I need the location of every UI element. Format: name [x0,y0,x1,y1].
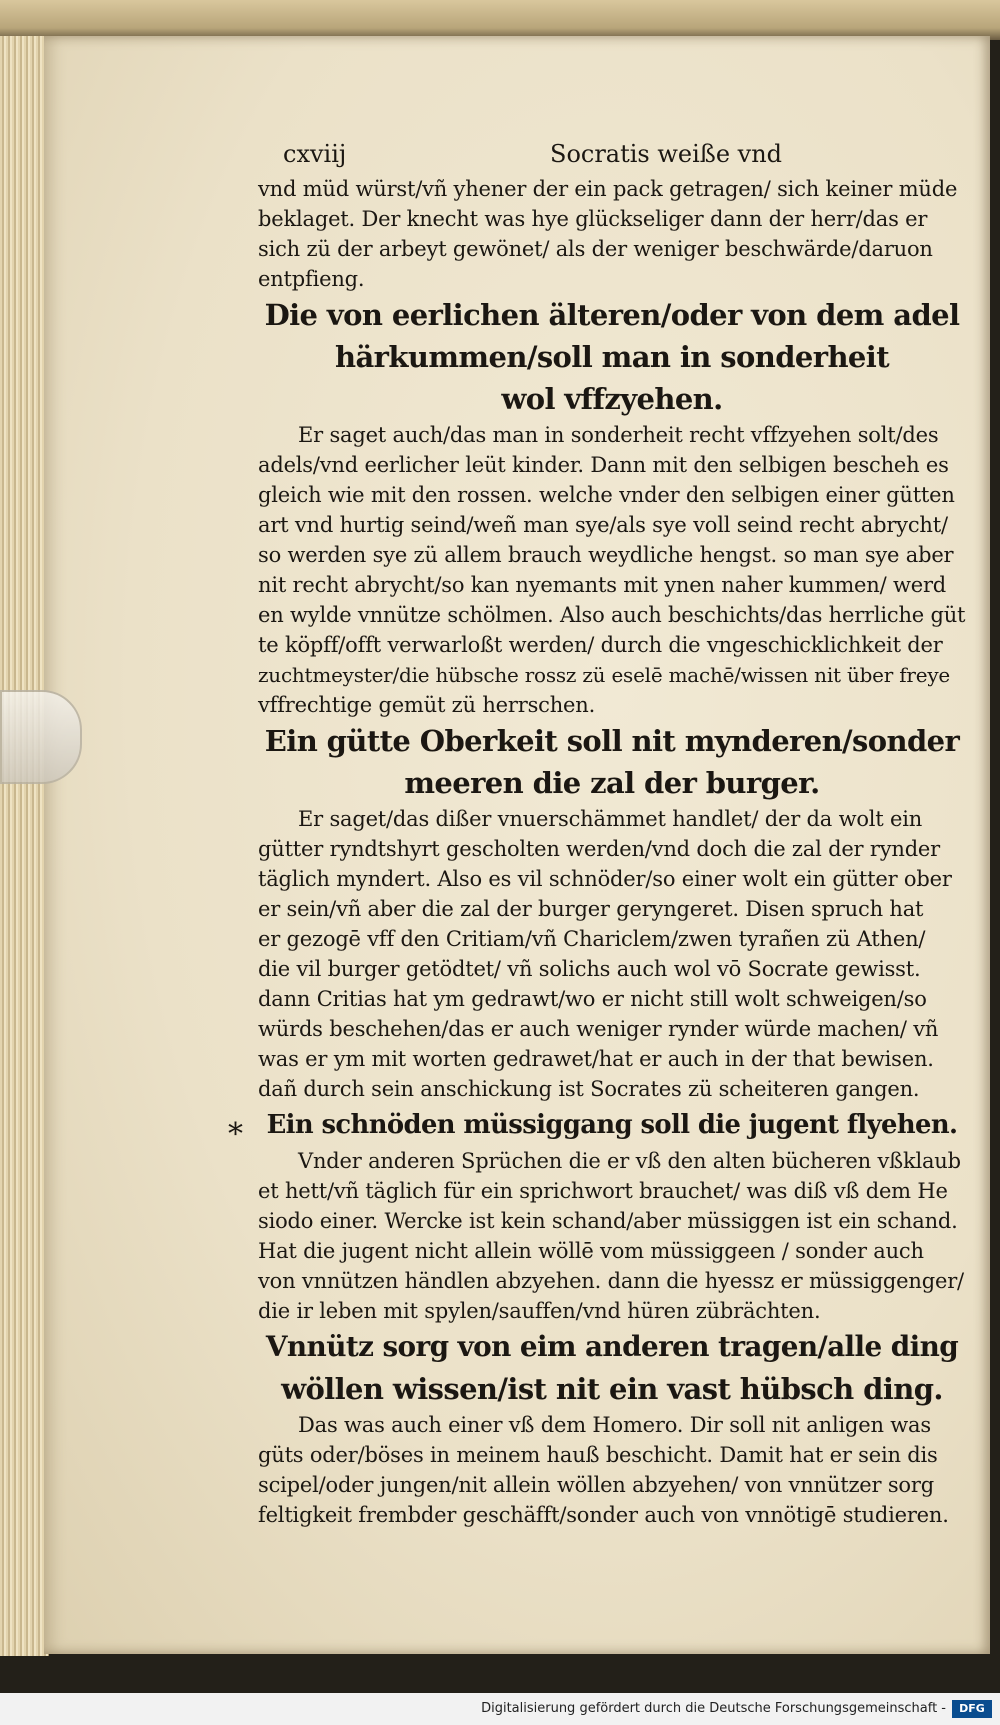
section-heading: wol vffzyehen. [501,382,723,416]
dfg-logo: DFG [952,1700,992,1718]
text-line: gütter ryndtshyrt gescholten werden/vnd doch die zal der rynder [258,837,940,861]
page-stack-edge [0,36,49,1656]
section-heading: Die von eerlichen älteren/oder von dem adel [264,298,960,332]
body-text [258,174,966,1530]
book-top-edge [0,0,1000,40]
digitization-footer [0,1693,1000,1725]
text-line: Hat die jugent nicht allein wöllē vom müssiggeen / sonder auch [258,1239,924,1263]
text-line: Das was auch einer vß dem Homero. Dir soll nit anligen was [298,1413,931,1437]
section-heading: Vnnütz sorg von eim anderen tragen/alle ding [265,1330,959,1363]
running-head [258,140,966,174]
page-text [258,140,966,1530]
text-line: dann Critias hat ym gedrawt/wo er nicht still wolt schweigen/so [258,987,927,1011]
text-line: zuchtmeyster/die hübsche rossz zü eselē machē/wissen nit über freye [258,663,950,687]
text-line: siodo einer. Wercke ist kein schand/aber müssiggen ist ein schand. [258,1209,958,1233]
text-line: vnd müd würst/vñ yhener der ein pack getragen/ sich keiner müde [258,177,958,201]
text-line: Er saget/das dißer vnuerschämmet handlet/ der da wolt ein [298,807,923,831]
section-heading: meeren die zal der burger. [404,766,820,800]
footer-text: Digitalisierung gefördert durch die Deutsche Forschungsgemeinschaft - [481,1701,946,1716]
text-line: er sein/vñ aber die zal der burger geryngeret. Disen spruch hat [258,897,924,921]
text-line: vffrechtige gemüt zü herrschen. [258,693,596,717]
text-line: et hett/vñ täglich für ein sprichwort brauchet/ was diß vß dem He [258,1179,948,1203]
section-heading: wöllen wissen/ist nit ein vast hübsch ding. [281,1372,943,1406]
margin-asterisk: * [228,1117,243,1152]
text-line: von vnnützen händlen abzyehen. dann die hyessz er müssiggenger/ [258,1269,964,1293]
folio-number: cxviij [283,140,347,168]
text-line: güts oder/böses in meinem hauß beschicht. Damit hat er sein dis [258,1443,938,1467]
section-heading: Ein schnöden müssiggang soll die jugent flyehen. [266,1110,958,1140]
text-line: en wylde vnnütze schölmen. Also auch beschichts/das herrliche güt [258,603,966,627]
text-line: die vil burger getödtet/ vñ solichs auch wol vō Socrate gewisst. [258,957,921,981]
text-line: würds beschehen/das er auch weniger rynder würde machen/ vñ [258,1017,939,1041]
text-line: dañ durch sein anschickung ist Socrates zü scheiteren gangen. [258,1077,920,1101]
text-line: feltigkeit frembder geschäfft/sonder auch von vnnötigē studieren. [258,1503,949,1527]
text-line: nit recht abrycht/so kan nyemants mit ynen naher kummen/ werd [258,573,947,597]
text-line: art vnd hurtig seind/weñ man sye/als sye voll seind recht abrycht/ [258,513,948,537]
text-line: Er saget auch/das man in sonderheit recht vffzyehen solt/des [298,423,939,447]
text-line: entpfieng. [258,267,365,291]
text-line: scipel/oder jungen/nit allein wöllen abzyehen/ von vnnützer sorg [258,1473,934,1497]
section-heading: härkummen/soll man in sonderheit [335,340,889,374]
bookmark-tab [0,690,82,784]
text-line: er gezogē vff den Critiam/vñ Chariclem/zwen tyrañen zü Athen/ [258,927,926,951]
text-line: te köpff/offt verwarloßt werden/ durch die vngeschicklichkeit der [258,633,943,657]
text-line: sich zü der arbeyt gewönet/ als der weniger beschwärde/daruon [258,237,933,261]
text-line: gleich wie mit den rossen. welche vnder den selbigen einer gütten [258,483,955,507]
text-line: Vnder anderen Sprüchen die er vß den alten bücheren vßklaub [298,1149,961,1173]
text-line: so werden sye zü allem brauch weydliche hengst. so man sye aber [258,543,954,567]
section-heading: Ein gütte Oberkeit soll nit mynderen/sonder [264,724,960,758]
text-line: was er ym mit worten gedrawet/hat er auch in der that bewisen. [258,1047,934,1071]
text-line: beklaget. Der knecht was hye glückseliger dann der herr/das er [258,207,928,231]
running-title: Socratis weiße vnd [550,140,783,168]
text-line: täglich myndert. Also es vil schnöder/so einer wolt ein gütter ober [258,867,952,891]
text-line: adels/vnd eerlicher leüt kinder. Dann mit den selbigen bescheh es [258,453,949,477]
text-line: die ir leben mit spylen/sauffen/vnd hüren zübrächten. [258,1299,821,1323]
